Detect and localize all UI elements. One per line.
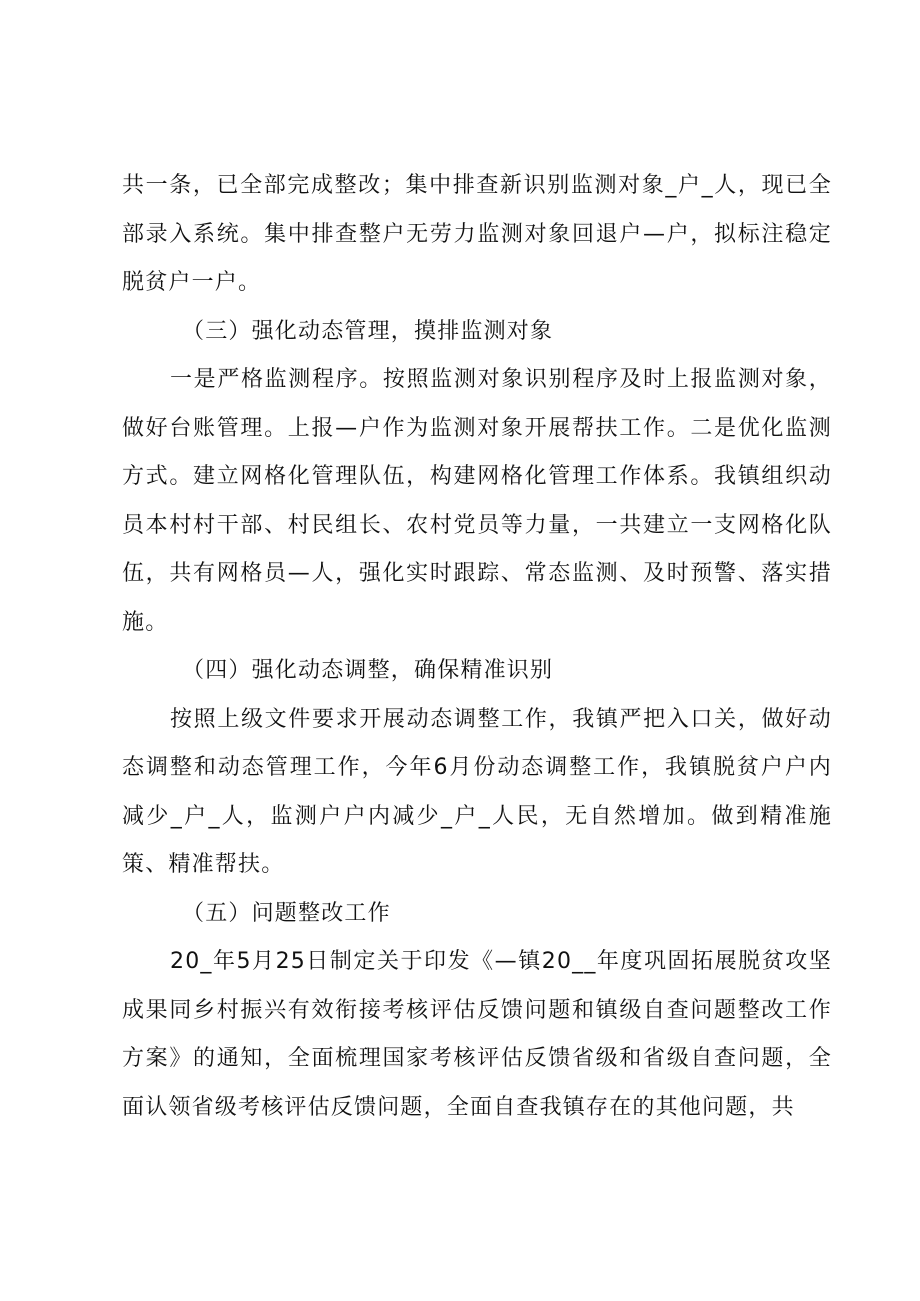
paragraph-continuation: 共一条，已全部完成整改；集中排查新识别监测对象_户_人，现已全部录入系统。集中排查整户无劳力监测对象回退户—户，拟标注稳定脱贫户一户。	[122, 173, 832, 295]
section-heading-5: （五）问题整改工作	[182, 900, 391, 926]
section-heading-4: （四）强化动态调整，确保精准识别	[182, 658, 554, 683]
document-body	[122, 162, 832, 1132]
paragraph-monitoring: 一是严格监测程序。按照监测对象识别程序及时上报监测对象，做好台账管理。上报—户作为监测对象开展帮扶工作。二是优化监测方式。建立网格化管理队伍，构建网格化管理工作体系。我镇组织动员本村村干部、村民组长、农村党员等力量，一共建立一支网格化队伍，共有网格员—人，强化实时跟踪、常态监测、及时预警、落实措施。	[122, 367, 832, 635]
section-heading-3: （三）强化动态管理，摸排监测对象	[182, 318, 554, 344]
paragraph-adjustment: 按照上级文件要求开展动态调整工作，我镇严把入口关，做好动态调整和动态管理工作，今年6月份动态调整工作，我镇脱贫户户内减少_户_人，监测户户内减少_户_人民，无自然增加。做到精准施策、精准帮扶。	[122, 706, 832, 877]
paragraph-rectification: 20_年5月25日制定关于印发《—镇20__年度巩固拓展脱贫攻坚成果同乡村振兴有效衔接考核评估反馈问题和镇级自查问题整改工作方案》的通知，全面梳理国家考核评估反馈省级和省级自查问题，全面认领省级考核评估反馈问题，全面自查我镇存在的其他问题，共	[122, 949, 832, 1120]
